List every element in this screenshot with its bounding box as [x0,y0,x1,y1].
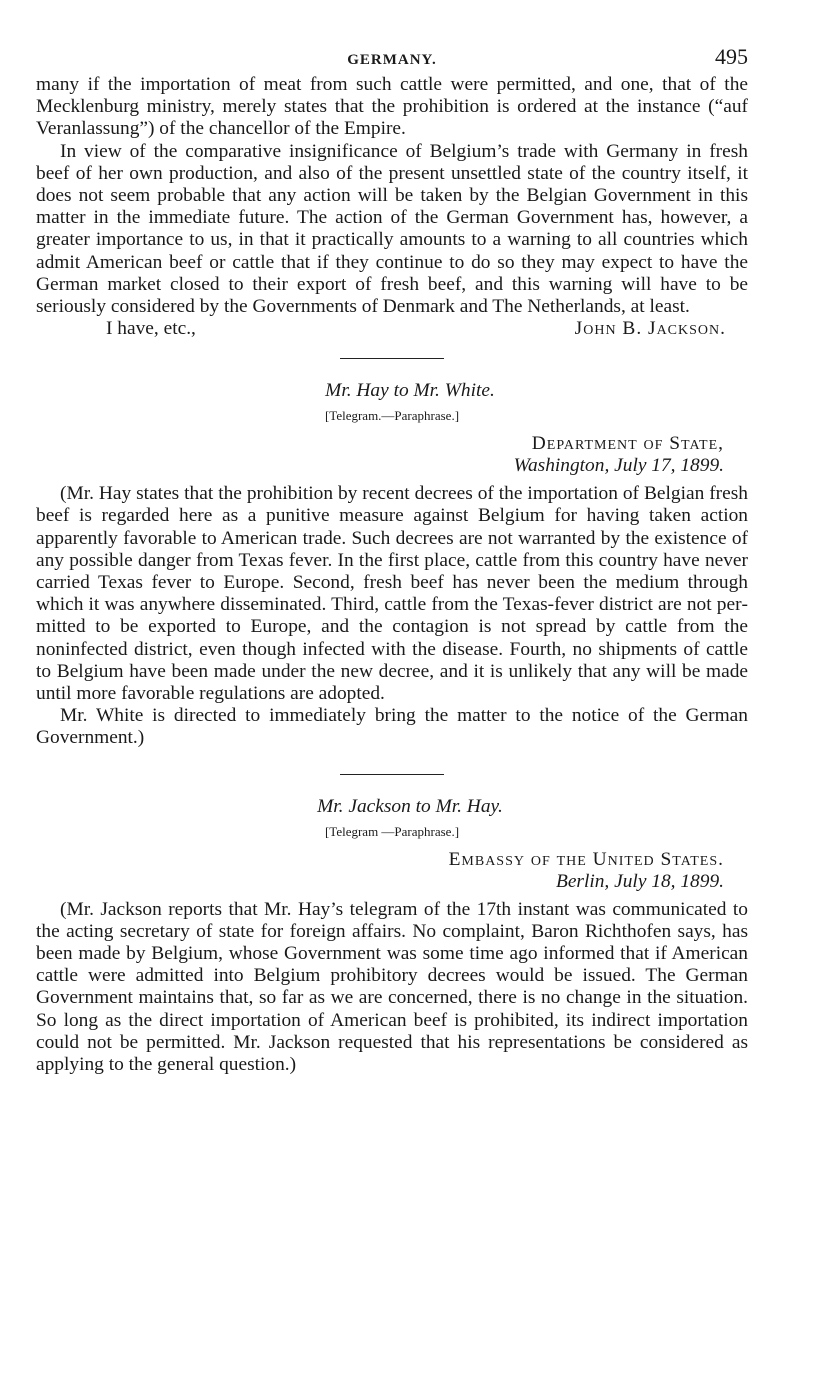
closing-text: I have, etc., [106,318,196,340]
place-date: Washington, July 17, 1899. [513,455,724,477]
paragraph-hay-direction: Mr. White is directed to immediately bring the matter to the notice of the German Government.) [36,705,748,749]
letter-heading-hay-to-white: Mr. Hay to Mr. White. [325,380,495,402]
paragraph-jackson-report: (Mr. Jackson reports that Mr. Hay’s telegram of the 17th instant was communicated to the acting secretary of state for foreign affairs. No complaint, Baron Richthofen says, has been made by Belgium, whose Government was some time ago informed that if American cattle were admitted into Belgium prohibitory decrees would be issued. The German Government maintains that, so far as we are concerned, there is no change in the situation. So long as the direct importation of American beef is prohibited, its indirect importation could not be permitted. Mr. Jackson requested that his representations be considered as applying to the general question.) [36,898,748,1076]
document-page [36,44,748,1076]
running-title: GERMANY. [347,52,437,68]
sender-office: Department of State, [531,433,724,455]
paragraph-hay-statement: (Mr. Hay states that the prohibition by recent decrees of the importation of Belgian fresh beef is regarded here as a punitive measure against Belgium for having taken action apparently favorable to American trade. Such decrees are not warranted by the existence of any possible danger from Texas fever. In the first place, cattle from this country have never carried Texas fever to Europe. Second, fresh beef has never been the medium through which it was anywhere disseminated. Third, cattle from the Texas-fever district are not permitted to be exported to Europe, and the contagion is not spread by cattle from the noninfected district, even though infected with the disease. Fourth, no shipments of cattle to Belgium have been made under the new decree, and it is unlikely that any will be made until more favorable regulations are adopted. [36,483,748,705]
sender-office: Embassy of the United States. [448,848,724,870]
telegram-note: [Telegram.—Paraphrase.] [324,408,460,424]
dateline [36,849,748,893]
page-number: 495 [715,44,748,69]
letter-closing [36,318,748,342]
running-head [36,44,748,74]
signature: John B. Jackson. [574,318,726,340]
dateline [36,433,748,477]
telegram-note: [Telegram —Paraphrase.] [324,823,460,839]
letter-heading-jackson-to-hay: Mr. Jackson to Mr. Hay. [317,795,503,817]
paragraph-continuation: many if the importation of meat from such cattle were permitted, and one, that of the Mecklenburg ministry, merely states that the prohibition is ordered at the instance (“auf Veranlassung”) of the chancellor of the Empire. [36,74,748,140]
paragraph-belgium-trade: In view of the comparative insignificance of Belgium’s trade with Germany in fresh beef of her own production, and also of the present unsettled state of the country itself, it does not seem probable that any action will be taken by the Belgian Government in this matter in the immediate future. The action of the German Government has, however, a greater importance to us, in that it practically amounts to a warning to all countries which admit American beef or cattle that if they continue to do so they may expect to have the German market closed to their export of fresh beef, and this warning will have to be seriously considered by the Governments of Denmark and The Netherlands, at least. [36,140,748,318]
place-date: Berlin, July 18, 1899. [555,870,724,892]
